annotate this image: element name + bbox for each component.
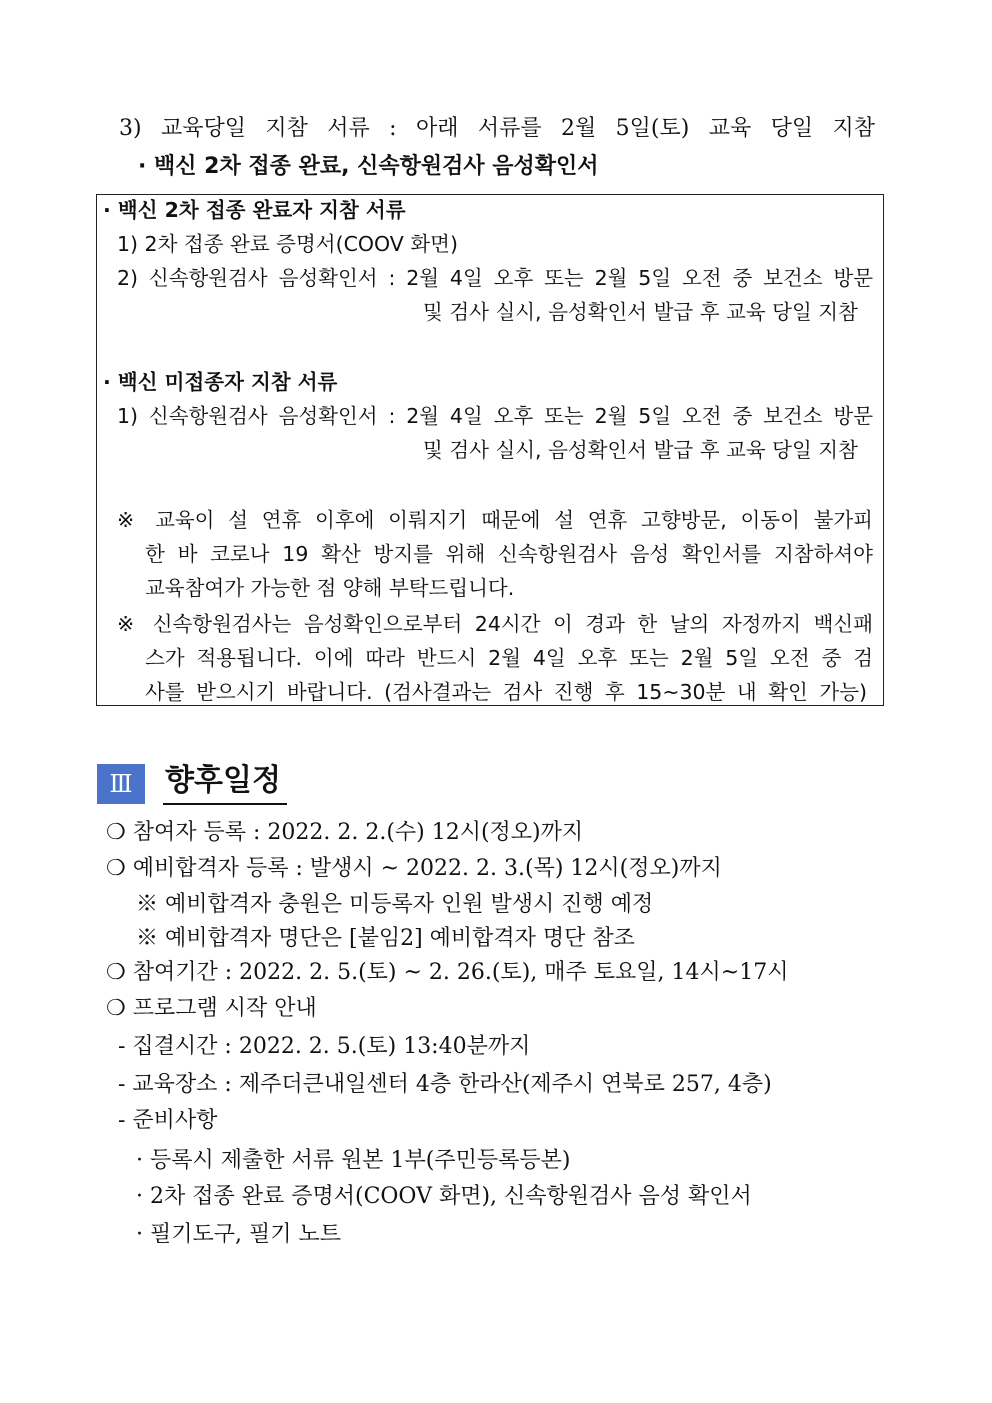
unvaccinated-title: · 백신 미접종자 지참 서류 [103, 370, 338, 394]
schedule-prep-item-2: · 2차 접종 완료 증명서(COOV 화면), 신속항원검사 음성 확인서 [136, 1184, 752, 1209]
documents-box [96, 194, 884, 706]
vaccinated-item-2: 2) 신속항원검사 음성확인서 : 2월 4일 오후 또는 2월 5일 오전 중 보건소 방문 [117, 266, 873, 290]
item-3-subitem: · 백신 2차 접종 완료, 신속항원검사 음성확인서 [138, 154, 599, 179]
schedule-reserve-note-1: ※ 예비합격자 충원은 미등록자 인원 발생시 진행 예정 [136, 892, 654, 917]
note-1-line-3: 교육참여가 가능한 점 양해 부탁드립니다. [145, 576, 515, 600]
note-1-line-1: ※ 교육이 설 연휴 이후에 이뤄지기 때문에 설 연휴 고향방문, 이동이 불가피 [117, 508, 873, 532]
vaccinated-item-2-cont: 및 검사 실시, 음성확인서 발급 후 교육 당일 지참 [423, 300, 858, 324]
schedule-period: ❍ 참여기간 : 2022. 2. 5.(토) ~ 2. 26.(토), 매주 토요일, 14시~17시 [106, 960, 789, 985]
schedule-registration: ❍ 참여자 등록 : 2022. 2. 2.(수) 12시(정오)까지 [106, 820, 584, 845]
schedule-program-start: ❍ 프로그램 시작 안내 [106, 996, 317, 1021]
schedule-prep-item-1: · 등록시 제출한 서류 원본 1부(주민등록등본) [136, 1148, 571, 1173]
note-2-line-3: 사를 받으시기 바랍니다. (검사결과는 검사 진행 후 15~30분 내 확인 가능) [145, 680, 867, 704]
unvaccinated-item-1-cont: 및 검사 실시, 음성확인서 발급 후 교육 당일 지참 [423, 438, 858, 462]
schedule-reserve-note-2: ※ 예비합격자 명단은 [붙임2] 예비합격자 명단 참조 [136, 926, 635, 951]
item-3-heading: 3) 교육당일 지참 서류 : 아래 서류를 2월 5일(토) 교육 당일 지참 [119, 116, 875, 141]
schedule-reserve-registration: ❍ 예비합격자 등록 : 발생시 ~ 2022. 2. 3.(목) 12시(정오)까지 [106, 856, 722, 881]
note-1-line-2: 한 바 코로나 19 확산 방지를 위해 신속항원검사 음성 확인서를 지참하셔야 [145, 542, 873, 566]
section-title: 향후일정 [165, 763, 281, 798]
unvaccinated-item-1: 1) 신속항원검사 음성확인서 : 2월 4일 오후 또는 2월 5일 오전 중 보건소 방문 [117, 404, 873, 428]
vaccinated-item-1: 1) 2차 접종 완료 증명서(COOV 화면) [117, 232, 458, 256]
note-2-line-1: ※ 신속항원검사는 음성확인으로부터 24시간 이 경과 한 날의 자정까지 백신패 [117, 612, 873, 636]
schedule-place: - 교육장소 : 제주더큰내일센터 4층 한라산(제주시 연북로 257, 4층) [118, 1072, 772, 1097]
schedule-prep-item-3: · 필기도구, 필기 노트 [136, 1222, 341, 1247]
schedule-preparation: - 준비사항 [118, 1108, 218, 1133]
note-2-line-2: 스가 적용됩니다. 이에 따라 반드시 2월 4일 오후 또는 2월 5일 오전 중 검 [145, 646, 873, 670]
section-number-badge: Ⅲ [97, 764, 145, 804]
section-title-underline [163, 803, 287, 805]
vaccinated-title: · 백신 2차 접종 완료자 지참 서류 [103, 198, 406, 222]
schedule-gather-time: - 집결시간 : 2022. 2. 5.(토) 13:40분까지 [118, 1034, 531, 1059]
